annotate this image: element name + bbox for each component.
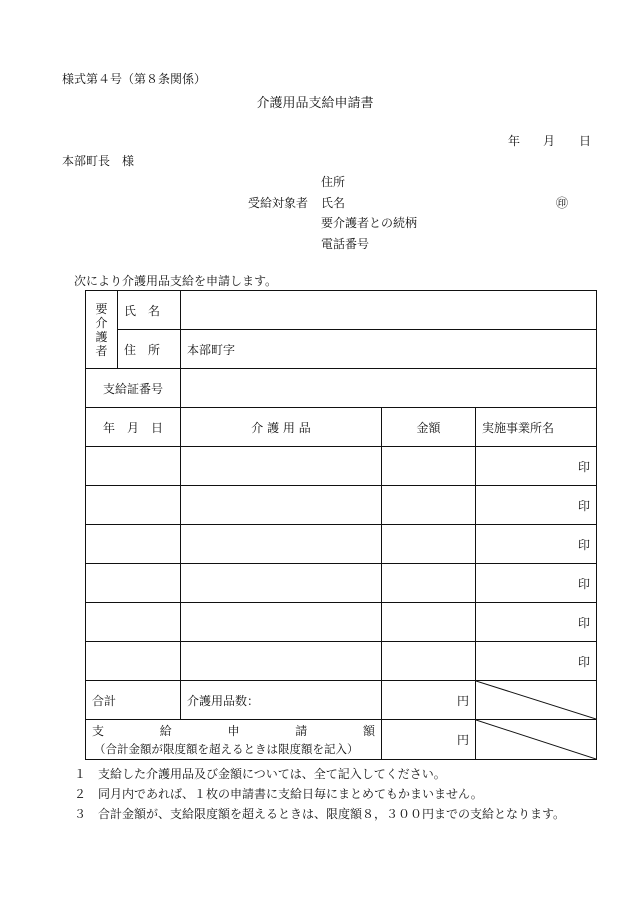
amount-cell[interactable]	[382, 642, 476, 681]
provider-seal-cell[interactable]: 印	[476, 564, 597, 603]
table-row	[86, 564, 597, 603]
care-person-label	[86, 291, 118, 369]
table-row	[86, 447, 597, 486]
date-cell[interactable]	[86, 486, 181, 525]
note-1: １ 支給した介護用品及び金額については、全て記入してください。	[74, 767, 446, 781]
request-yen[interactable]: 円	[382, 720, 476, 760]
amount-cell[interactable]	[382, 603, 476, 642]
request-char: 支	[92, 723, 105, 738]
care-person-char: 介	[95, 315, 108, 330]
certificate-row	[86, 369, 597, 408]
addressee: 本部町長 様	[62, 154, 135, 168]
date-cell[interactable]	[86, 525, 181, 564]
diagonal-line	[476, 681, 596, 719]
applicant-relation-label: 要介護者との続柄	[321, 216, 418, 230]
total-diagonal-cell	[476, 681, 597, 720]
request-char: 額	[362, 723, 375, 738]
table-row	[86, 642, 597, 681]
item-cell[interactable]	[181, 486, 382, 525]
intro-text: 次により介護用品支給を申請します。	[74, 274, 278, 288]
provider-seal-cell[interactable]: 印	[476, 486, 597, 525]
request-diagonal-cell	[476, 720, 597, 760]
certificate-field[interactable]	[181, 369, 597, 408]
care-person-name-row	[86, 291, 597, 330]
provider-seal-cell[interactable]: 印	[476, 525, 597, 564]
amount-cell[interactable]	[382, 564, 476, 603]
care-person-char: 護	[95, 329, 108, 344]
item-cell[interactable]	[181, 525, 382, 564]
date-month: 月	[543, 134, 556, 148]
address-label: 住 所	[118, 330, 181, 369]
note-3: ３ 合計金額が、支給限度額を超えるときは、限度額８，３００円までの支給となります。	[74, 807, 566, 821]
certificate-label: 支給証番号	[86, 369, 181, 408]
request-amount-label	[86, 720, 382, 760]
item-count-label[interactable]: 介護用品数：	[181, 681, 382, 720]
care-person-char: 者	[95, 343, 108, 358]
name-field[interactable]	[181, 291, 597, 330]
provider-seal-cell[interactable]: 印	[476, 447, 597, 486]
date-year: 年	[508, 134, 521, 148]
care-person-char: 要	[95, 301, 108, 316]
table-row	[86, 486, 597, 525]
provider-seal-cell[interactable]: 印	[476, 603, 597, 642]
applicant-name-label: 氏名	[321, 196, 346, 210]
date-day: 日	[579, 134, 592, 148]
request-amount-row	[86, 720, 597, 760]
amount-cell[interactable]	[382, 525, 476, 564]
date-cell[interactable]	[86, 642, 181, 681]
request-char: 請	[295, 723, 308, 738]
form-number: 様式第４号（第８条関係）	[62, 72, 207, 86]
name-label: 氏 名	[118, 291, 181, 330]
request-char: 申	[227, 723, 240, 738]
applicant-phone-label: 電話番号	[321, 237, 370, 251]
item-cell[interactable]	[181, 447, 382, 486]
table-row	[86, 603, 597, 642]
col-provider-header: 実施事業所名	[476, 408, 597, 447]
applicant-role-label: 受給対象者	[248, 196, 309, 210]
amount-cell[interactable]	[382, 486, 476, 525]
total-row	[86, 681, 597, 720]
provider-seal-cell[interactable]: 印	[476, 642, 597, 681]
application-form-table	[85, 290, 597, 760]
request-note: （合計金額が限度額を超えるときは限度額を記入）	[94, 741, 359, 756]
col-date-header: 年 月 日	[86, 408, 181, 447]
seal-icon: ㊞	[556, 196, 569, 210]
col-item-header: 介 護 用 品	[181, 408, 382, 447]
table-row	[86, 525, 597, 564]
item-cell[interactable]	[181, 642, 382, 681]
item-cell[interactable]	[181, 564, 382, 603]
col-amount-header: 金額	[382, 408, 476, 447]
total-label: 合計	[86, 681, 181, 720]
item-cell[interactable]	[181, 603, 382, 642]
total-yen[interactable]: 円	[382, 681, 476, 720]
request-label-chars	[92, 722, 375, 740]
applicant-address-label: 住所	[321, 175, 346, 189]
document-title: 介護用品支給申請書	[256, 96, 374, 111]
date-cell[interactable]	[86, 603, 181, 642]
column-header-row	[86, 408, 597, 447]
address-field[interactable]: 本部町字	[181, 330, 597, 369]
date-cell[interactable]	[86, 447, 181, 486]
request-char: 給	[159, 723, 172, 738]
amount-cell[interactable]	[382, 447, 476, 486]
note-2: ２ 同月内であれば、１枚の申請書に支給日毎にまとめてもかまいません。	[74, 787, 483, 801]
care-person-address-row	[86, 330, 597, 369]
date-cell[interactable]	[86, 564, 181, 603]
diagonal-line	[476, 720, 596, 759]
